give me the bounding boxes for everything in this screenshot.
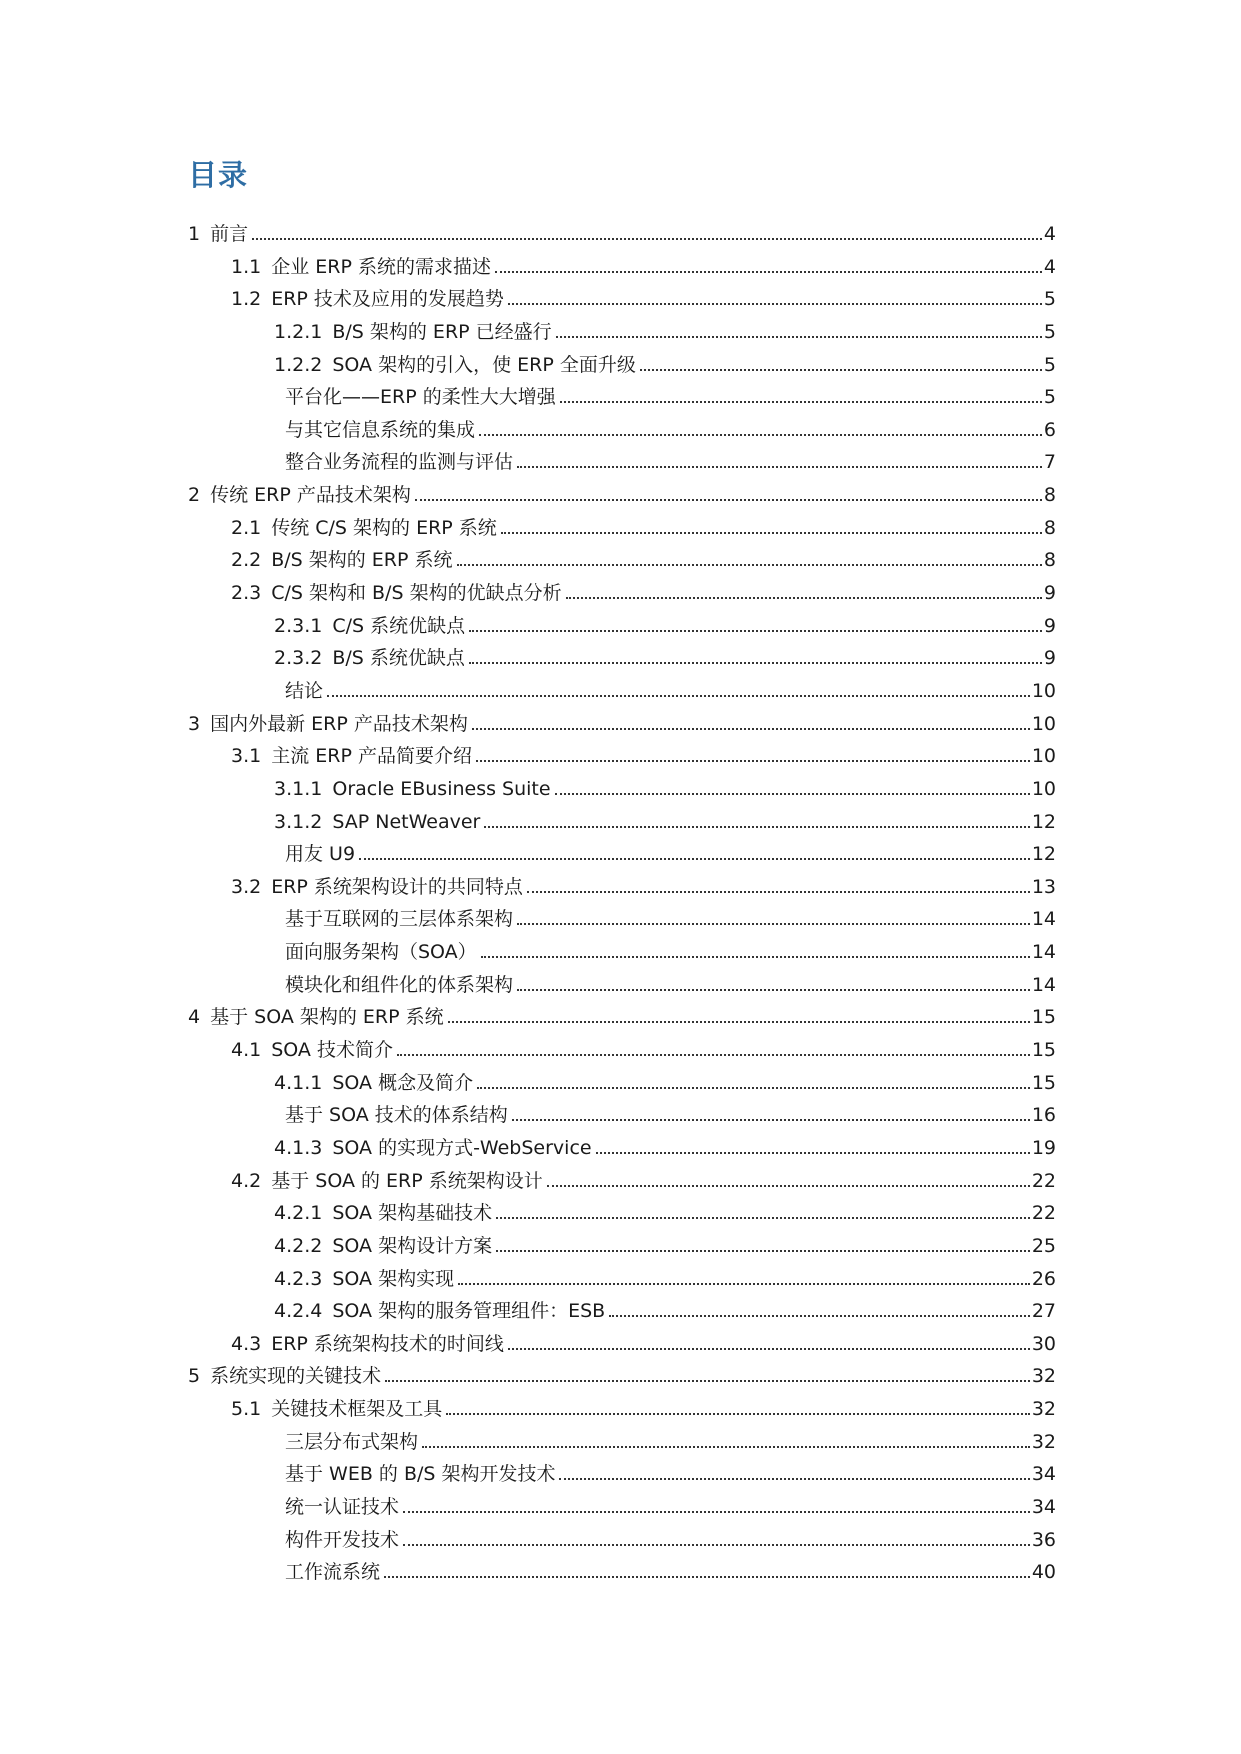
- toc-entry-heading: [285, 675, 323, 708]
- toc-entry-label: 国内外最新 ERP 产品技术架构: [210, 712, 468, 735]
- toc-entry-heading: [274, 1295, 605, 1328]
- toc-entry-heading: [274, 1197, 492, 1230]
- toc-entry[interactable]: [188, 544, 1056, 577]
- dot-leader: [496, 1250, 1030, 1252]
- toc-entry-page: 6: [1043, 418, 1056, 441]
- toc-entry[interactable]: [188, 414, 1056, 447]
- dot-leader: [495, 271, 1042, 273]
- toc-entry[interactable]: [188, 349, 1056, 382]
- toc-entry-label: SOA 架构设计方案: [332, 1234, 493, 1257]
- toc-entry-number: 3: [188, 712, 201, 735]
- toc-entry-heading: [231, 1328, 504, 1361]
- toc-entry-label: SOA 架构的服务管理组件：ESB: [332, 1300, 606, 1323]
- toc-entry[interactable]: [188, 1001, 1056, 1034]
- toc-entry-label: SOA 技术简介: [271, 1039, 393, 1062]
- toc-entry-label: SOA 架构实现: [332, 1267, 455, 1290]
- toc-entry-page: 19: [1031, 1136, 1056, 1159]
- toc-entry-number: 4.2.2: [274, 1234, 323, 1257]
- toc-entry-label: 关键技术框架及工具: [271, 1398, 443, 1421]
- toc-entry[interactable]: [188, 675, 1056, 708]
- toc-entry-heading: [274, 642, 465, 675]
- dot-leader: [512, 1119, 1030, 1121]
- toc-entry-label: 基于 SOA 的 ERP 系统架构设计: [271, 1169, 543, 1192]
- toc-entry[interactable]: [188, 1328, 1056, 1361]
- dot-leader: [415, 499, 1042, 501]
- toc-entry[interactable]: [188, 806, 1056, 839]
- toc-entry-page: 9: [1043, 582, 1056, 605]
- toc-entry-heading: [285, 838, 355, 871]
- toc-entry-label: 基于 SOA 架构的 ERP 系统: [210, 1006, 444, 1029]
- toc-entry-heading: [231, 1165, 543, 1198]
- toc-entry[interactable]: [188, 251, 1056, 284]
- toc-entry-number: 1.2.2: [274, 353, 323, 376]
- toc-entry-page: 10: [1031, 777, 1056, 800]
- toc-entry-page: 5: [1043, 288, 1056, 311]
- toc-entry[interactable]: [188, 381, 1056, 414]
- toc-entry-number: 2: [188, 484, 201, 507]
- toc-entry-page: 13: [1031, 875, 1056, 898]
- toc-entry-page: 15: [1031, 1006, 1056, 1029]
- toc-entry-label: ERP 技术及应用的发展趋势: [271, 288, 504, 311]
- toc-entry-label: 基于 WEB 的 B/S 架构开发技术: [285, 1463, 556, 1486]
- toc-entry-number: 4: [188, 1006, 201, 1029]
- toc-entry[interactable]: [188, 1491, 1056, 1524]
- toc-entry-heading: [231, 283, 504, 316]
- toc-entry-page: 32: [1031, 1365, 1056, 1388]
- toc-entry-heading: [231, 1034, 393, 1067]
- toc-entry[interactable]: [188, 446, 1056, 479]
- toc-entry-label: SAP NetWeaver: [332, 810, 481, 833]
- toc-entry-number: 4.2.1: [274, 1202, 323, 1225]
- toc-entry-label: 前言: [210, 223, 249, 245]
- toc-entry-page: 8: [1043, 484, 1056, 507]
- toc-entry[interactable]: [188, 1132, 1056, 1165]
- toc-entry-page: 36: [1031, 1528, 1056, 1551]
- toc-entry-label: 三层分布式架构: [285, 1430, 419, 1453]
- dot-leader: [559, 1478, 1029, 1480]
- toc-entry-label: 工作流系统: [285, 1561, 381, 1584]
- dot-leader: [448, 1021, 1030, 1023]
- dot-leader: [560, 401, 1042, 403]
- toc-entry-page: 9: [1043, 614, 1056, 637]
- toc-entry-label: 平台化——ERP 的柔性大大增强: [285, 386, 556, 409]
- dot-leader: [517, 466, 1042, 468]
- toc-title: 目录: [188, 158, 249, 192]
- dot-leader: [484, 826, 1029, 828]
- dot-leader: [566, 597, 1042, 599]
- toc-entry-heading: [274, 1263, 454, 1296]
- dot-leader: [472, 728, 1030, 730]
- toc-entry-page: 7: [1043, 451, 1056, 474]
- toc-entry-number: 4.2: [231, 1169, 262, 1192]
- dot-leader: [385, 1380, 1030, 1382]
- toc-entry-label: SOA 的实现方式-WebService: [332, 1136, 592, 1159]
- dot-leader: [327, 695, 1030, 697]
- toc-entry-page: 5: [1043, 320, 1056, 343]
- toc-entry-heading: [188, 708, 468, 741]
- toc-entry-heading: [285, 414, 475, 447]
- toc-entry-number: 4.2.4: [274, 1300, 323, 1323]
- dot-leader: [508, 303, 1042, 305]
- toc-entry[interactable]: [188, 871, 1056, 904]
- toc-entry-number: 2.3: [231, 582, 262, 605]
- toc-entry-page: 22: [1031, 1202, 1056, 1225]
- dot-leader: [446, 1413, 1030, 1415]
- dot-leader: [517, 989, 1030, 991]
- toc-entry-heading: [274, 349, 636, 382]
- toc-entry-number: 2.1: [231, 516, 262, 539]
- toc-entry-number: 1.1: [231, 255, 262, 278]
- toc-entry[interactable]: [188, 610, 1056, 643]
- toc-entry[interactable]: [188, 936, 1056, 969]
- toc-entry[interactable]: [188, 1230, 1056, 1263]
- toc-entry-page: 27: [1031, 1300, 1056, 1323]
- toc-entry-page: 30: [1031, 1332, 1056, 1355]
- toc-entry-label: 传统 ERP 产品技术架构: [210, 484, 411, 507]
- toc-entry-heading: [231, 512, 497, 545]
- dot-leader: [547, 1185, 1030, 1187]
- dot-leader: [555, 793, 1030, 795]
- toc-entry-page: 26: [1031, 1267, 1056, 1290]
- toc-entry-label: 与其它信息系统的集成: [285, 418, 476, 441]
- toc-entry-heading: [231, 251, 491, 284]
- toc-entry-number: 2.2: [231, 549, 262, 572]
- toc-entry-heading: [285, 1491, 399, 1524]
- toc-entry-heading: [285, 903, 513, 936]
- toc-entry-heading: [231, 544, 453, 577]
- dot-leader: [479, 434, 1042, 436]
- toc-entry-heading: [285, 1458, 555, 1491]
- dot-leader: [527, 891, 1030, 893]
- toc-entry-page: 4: [1043, 255, 1056, 278]
- dot-leader: [476, 760, 1030, 762]
- toc-entry-heading: [188, 1360, 381, 1393]
- toc-entry-page: 22: [1031, 1169, 1056, 1192]
- toc-entry[interactable]: [188, 1067, 1056, 1100]
- toc-entry[interactable]: [188, 1197, 1056, 1230]
- toc-entry-page: 32: [1031, 1398, 1056, 1421]
- toc-entry[interactable]: [188, 512, 1056, 545]
- dot-leader: [496, 1217, 1030, 1219]
- toc-entry-number: 4.1: [231, 1039, 262, 1062]
- toc-entry-heading: [231, 1393, 442, 1426]
- dot-leader: [596, 1152, 1030, 1154]
- toc-entry-label: C/S 系统优缺点: [332, 614, 466, 637]
- toc-entry-label: SOA 架构的引入，使 ERP 全面升级: [332, 353, 636, 376]
- toc-entry-number: 1.2.1: [274, 320, 323, 343]
- toc-entry-page: 5: [1043, 353, 1056, 376]
- toc-entry[interactable]: [188, 316, 1056, 349]
- toc-entry-number: 4.2.3: [274, 1267, 323, 1290]
- toc-entry-page: 10: [1031, 745, 1056, 768]
- toc-entry-heading: [274, 773, 551, 806]
- toc-entry-number: 4.3: [231, 1332, 262, 1355]
- toc-entry-label: 结论: [285, 679, 324, 702]
- toc-entry-label: 统一认证技术: [285, 1495, 400, 1518]
- toc-entry-heading: [231, 740, 472, 773]
- toc-entry-label: 构件开发技术: [285, 1528, 400, 1551]
- toc-entry-label: 主流 ERP 产品简要介绍: [271, 745, 472, 768]
- toc-entry-page: 34: [1031, 1495, 1056, 1518]
- toc-entry-heading: [274, 1067, 473, 1100]
- toc-entry-page: 25: [1031, 1234, 1056, 1257]
- toc-entry-heading: [274, 610, 465, 643]
- toc-entry-heading: [231, 871, 523, 904]
- dot-leader: [508, 1348, 1030, 1350]
- toc-entry-page: 12: [1031, 843, 1056, 866]
- toc-entry-heading: [285, 446, 513, 479]
- toc-entry[interactable]: [188, 1295, 1056, 1328]
- dot-leader: [517, 923, 1030, 925]
- toc-entry-label: 基于互联网的三层体系架构: [285, 908, 514, 931]
- dot-leader: [403, 1544, 1030, 1546]
- toc-entry-heading: [188, 479, 411, 512]
- toc-entry-number: 2.3.1: [274, 614, 323, 637]
- toc-entry-page: 40: [1031, 1561, 1056, 1584]
- toc-entry-page: 4: [1043, 223, 1056, 245]
- toc-entry-heading: [188, 1001, 444, 1034]
- toc-entry-label: 基于 SOA 技术的体系结构: [285, 1104, 508, 1127]
- toc-entry[interactable]: [188, 773, 1056, 806]
- toc-entry-heading: [274, 1230, 492, 1263]
- toc-entry-page: 15: [1031, 1071, 1056, 1094]
- toc-entry-label: 系统实现的关键技术: [210, 1365, 382, 1388]
- toc-entry-heading: [285, 1556, 380, 1589]
- toc-entry-heading: [231, 577, 562, 610]
- toc-entry-number: 4.1.1: [274, 1071, 323, 1094]
- toc-entry-heading: [285, 1099, 508, 1132]
- toc-entry[interactable]: [188, 1524, 1056, 1557]
- toc-entry-number: 3.1: [231, 745, 262, 768]
- dot-leader: [403, 1511, 1030, 1513]
- toc-entry-heading: [274, 1132, 592, 1165]
- toc-entry-page: 12: [1031, 810, 1056, 833]
- dot-leader: [477, 1087, 1030, 1089]
- toc-entry[interactable]: [188, 642, 1056, 675]
- toc-entry-label: 面向服务架构（SOA）: [285, 941, 477, 964]
- dot-leader: [422, 1446, 1030, 1448]
- toc-entry-page: 14: [1031, 941, 1056, 964]
- dot-leader: [481, 956, 1030, 958]
- dot-leader: [397, 1054, 1030, 1056]
- toc-entry-number: 3.1.1: [274, 777, 323, 800]
- dot-leader: [469, 630, 1042, 632]
- toc-entry-heading: [285, 969, 513, 1002]
- dot-leader: [501, 532, 1042, 534]
- toc-entry-label: B/S 架构的 ERP 已经盛行: [332, 320, 552, 343]
- toc-entry-label: ERP 系统架构设计的共同特点: [271, 875, 523, 898]
- toc-entry[interactable]: [188, 218, 1056, 251]
- dot-leader: [469, 662, 1042, 664]
- toc-entry-label: B/S 架构的 ERP 系统: [271, 549, 453, 572]
- toc-entry-page: 10: [1031, 679, 1056, 702]
- toc-entry[interactable]: [188, 1034, 1056, 1067]
- toc-entry-page: 34: [1031, 1463, 1056, 1486]
- toc-entry-page: 16: [1031, 1104, 1056, 1127]
- toc-entry-label: 模块化和组件化的体系架构: [285, 973, 514, 996]
- dot-leader: [458, 1283, 1030, 1285]
- toc-entry-page: 14: [1031, 973, 1056, 996]
- toc-entry-page: 14: [1031, 908, 1056, 931]
- toc-entry-label: Oracle EBusiness Suite: [332, 777, 551, 800]
- toc-entry-page: 32: [1031, 1430, 1056, 1453]
- toc-entry[interactable]: [188, 969, 1056, 1002]
- toc-entry[interactable]: [188, 1099, 1056, 1132]
- toc-entry[interactable]: [188, 1393, 1056, 1426]
- toc-entry[interactable]: [188, 838, 1056, 871]
- toc-entry-page: 10: [1031, 712, 1056, 735]
- toc-entry-label: SOA 架构基础技术: [332, 1202, 493, 1225]
- toc-entry-label: 传统 C/S 架构的 ERP 系统: [271, 516, 497, 539]
- toc-entry-label: SOA 概念及简介: [332, 1071, 474, 1094]
- toc-entry-heading: [285, 936, 477, 969]
- toc-entry[interactable]: [188, 1426, 1056, 1459]
- toc-entry-number: 5.1: [231, 1398, 262, 1421]
- toc-entry-heading: [285, 1426, 418, 1459]
- toc-entry[interactable]: [188, 903, 1056, 936]
- toc-list: [188, 218, 1056, 1589]
- toc-entry-label: B/S 系统优缺点: [332, 647, 465, 670]
- toc-entry[interactable]: [188, 577, 1056, 610]
- toc-entry-label: 用友 U9: [285, 843, 356, 866]
- toc-entry-label: ERP 系统架构技术的时间线: [271, 1332, 504, 1355]
- dot-leader: [457, 564, 1042, 566]
- toc-entry-page: 15: [1031, 1039, 1056, 1062]
- toc-entry[interactable]: [188, 283, 1056, 316]
- toc-entry-page: 8: [1043, 549, 1056, 572]
- toc-entry[interactable]: [188, 1263, 1056, 1296]
- dot-leader: [252, 238, 1042, 240]
- toc-entry-page: 5: [1043, 386, 1056, 409]
- toc-entry-label: 企业 ERP 系统的需求描述: [271, 255, 491, 278]
- toc-entry-label: C/S 架构和 B/S 架构的优缺点分析: [271, 582, 562, 605]
- toc-entry-number: 4.1.3: [274, 1136, 323, 1159]
- toc-entry-heading: [274, 316, 552, 349]
- toc-entry-number: 5: [188, 1365, 201, 1388]
- toc-entry-heading: [274, 806, 480, 839]
- toc-entry[interactable]: [188, 740, 1056, 773]
- toc-entry-number: 1: [188, 223, 201, 245]
- dot-leader: [384, 1576, 1030, 1578]
- toc-entry-number: 1.2: [231, 288, 262, 311]
- toc-entry-label: 整合业务流程的监测与评估: [285, 451, 514, 474]
- dot-leader: [556, 336, 1042, 338]
- dot-leader: [640, 369, 1042, 371]
- toc-entry-heading: [188, 218, 248, 251]
- toc-entry-number: 3.1.2: [274, 810, 323, 833]
- toc-entry-heading: [285, 381, 556, 414]
- toc-entry-number: 3.2: [231, 875, 262, 898]
- toc-entry[interactable]: [188, 479, 1056, 512]
- toc-entry[interactable]: [188, 708, 1056, 741]
- toc-entry[interactable]: [188, 1165, 1056, 1198]
- toc-entry-page: 8: [1043, 516, 1056, 539]
- dot-leader: [609, 1315, 1030, 1317]
- toc-entry-heading: [285, 1524, 399, 1557]
- toc-entry[interactable]: [188, 1458, 1056, 1491]
- toc-entry-page: 9: [1043, 647, 1056, 670]
- dot-leader: [359, 858, 1030, 860]
- toc-entry[interactable]: [188, 1360, 1056, 1393]
- toc-entry[interactable]: [188, 1556, 1056, 1589]
- toc-entry-number: 2.3.2: [274, 647, 323, 670]
